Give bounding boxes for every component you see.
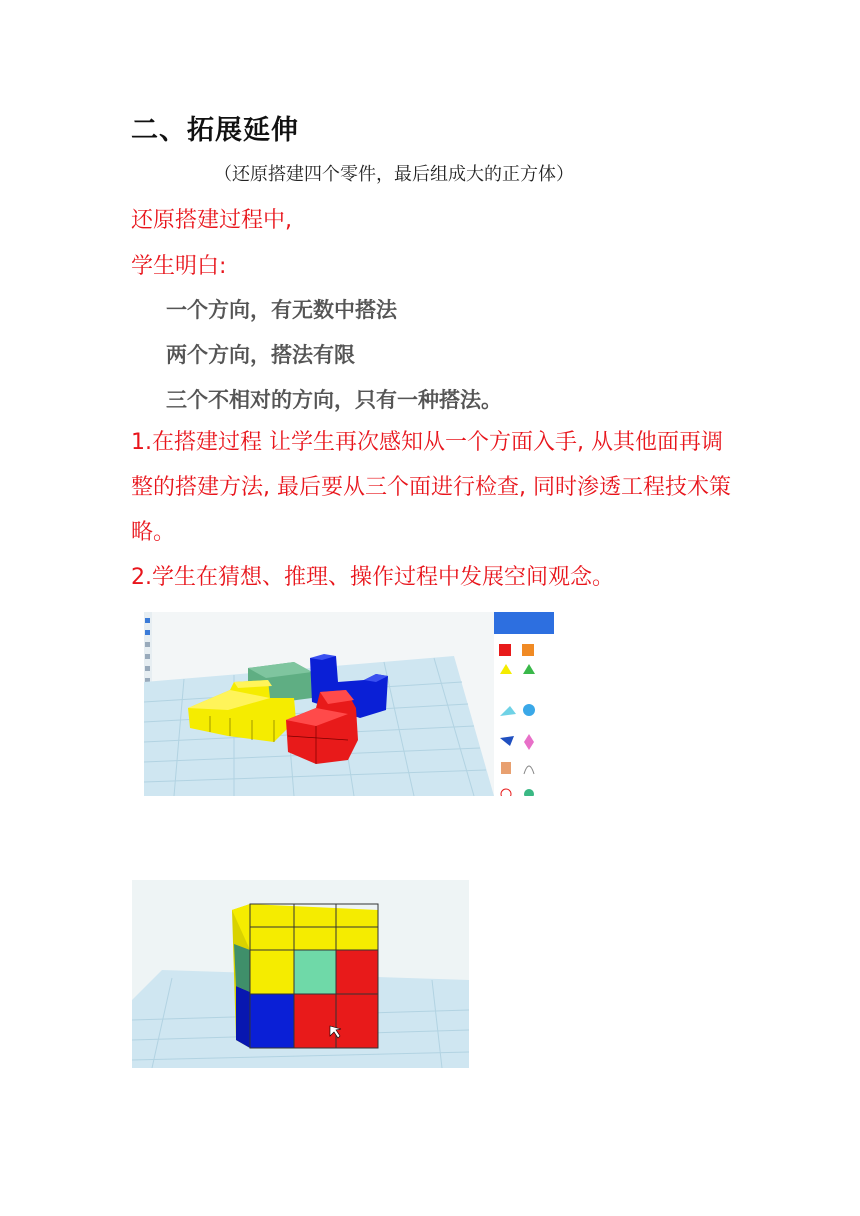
red-line-1: 还原搭建过程中, <box>131 208 292 233</box>
modeling-screenshot-1 <box>144 612 554 796</box>
shape-palette-icon <box>494 612 554 796</box>
paragraph-1: 1.在搭建过程 让学生再次感知从一个方面入手, 从其他面再调整的搭建方法, 最后要从三个面进行检查, 同时渗透工程技术策略。 <box>131 430 731 545</box>
modeling-screenshot-2 <box>132 880 469 1068</box>
gray-line-2: 两个方向，搭法有限 <box>166 343 355 367</box>
gray-line-1: 一个方向，有无数中搭法 <box>166 298 397 322</box>
paragraph-2: 2.学生在猜想、推理、操作过程中发展空间观念。 <box>131 565 614 590</box>
gray-line-3: 三个不相对的方向，只有一种搭法。 <box>166 388 502 412</box>
section-title: 二、拓展延伸 <box>131 115 299 146</box>
subtitle: （还原搭建四个零件，最后组成大的正方体） <box>214 164 574 185</box>
red-line-2: 学生明白: <box>131 254 227 279</box>
